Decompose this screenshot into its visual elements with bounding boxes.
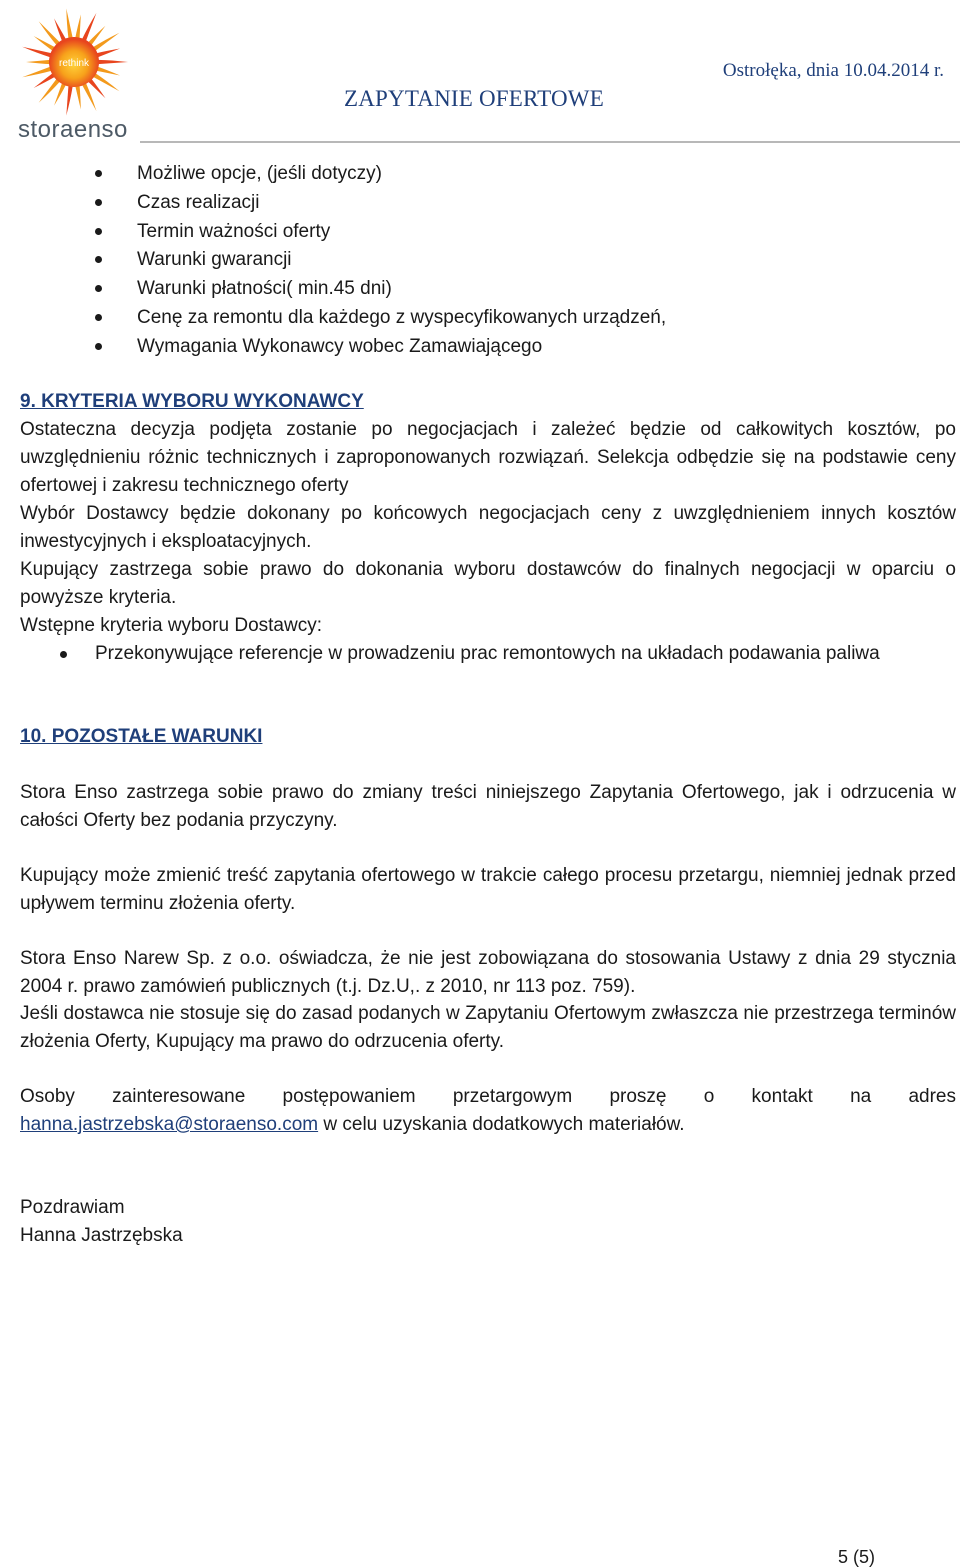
- document-title: ZAPYTANIE OFERTOWE: [344, 86, 604, 111]
- page-number: 5 (5): [838, 1547, 876, 1567]
- section-9-paragraph: Ostateczna decyzja podjęta zostanie po negocjacjach i zależeć będzie od całkowitych kosztów, po uwzględnieniu różnic technicznych i zaproponowanych rozwiązań. Selekcja odbędzie się na podstawie ceny ofertowej i zakresu technicznego oferty: [20, 419, 956, 496]
- document-date: Ostrołęka, dnia 10.04.2014 r.: [722, 60, 944, 81]
- bullet-icon: [95, 285, 102, 292]
- section-9-paragraph: Kupujący zastrzega sobie prawo do dokonania wyboru dostawców do finalnych negocjacji w oparciu o powyższe kryteria.: [20, 559, 956, 608]
- section-10-paragraph: Stora Enso Narew Sp. z o.o. oświadcza, że nie jest zobowiązana do stosowania Ustawy z dnia 29 stycznia 2004 r. prawo zamówień publicznych (t.j. Dz.U,. z 2010, nr 113 poz. 759).: [20, 948, 956, 997]
- greeting: Pozdrawiam: [20, 1197, 125, 1218]
- contact-email-link[interactable]: hanna.jastrzebska@storaenso.com: [20, 1114, 319, 1135]
- sun-ray: [66, 85, 72, 115]
- bullet-icon: [60, 651, 67, 658]
- sun-ray: [54, 18, 66, 41]
- bullet-icon: [95, 170, 102, 177]
- section-10-paragraph: Jeśli dostawca nie stosuje się do zasad podanych w Zapytaniu Ofertowym zwłaszcza nie przestrzega terminów złożenia Oferty, Kupujący ma prawo do odrzucenia oferty.: [20, 1003, 956, 1052]
- stora-enso-logo: [14, 6, 132, 143]
- section-10-heading: 10. POZOSTAŁE WARUNKI: [20, 726, 263, 747]
- sun-ray: [22, 47, 51, 58]
- section-9-heading: 9. KRYTERIA WYBORU WYKONAWCY: [20, 391, 364, 412]
- list-item: Termin ważności oferty: [137, 221, 331, 242]
- list-item: Cenę za remontu dla każdego z wyspecyfikowanych urządzeń,: [137, 307, 667, 328]
- sun-ray: [98, 60, 128, 64]
- sun-ray: [22, 67, 51, 78]
- list-item: Możliwe opcje, (jeśli dotyczy): [137, 163, 382, 184]
- contact-intro: Osoby zainteresowane postępowaniem przetargowym proszę o kontakt na adres: [20, 1086, 956, 1107]
- sun-ray: [66, 9, 72, 39]
- bullet-icon: [95, 314, 102, 321]
- bullet-icon: [95, 256, 102, 263]
- bullet-icon: [95, 199, 102, 206]
- svg-text:rethink: rethink: [58, 58, 90, 69]
- list-item: Czas realizacji: [137, 192, 260, 213]
- bullet-icon: [95, 343, 102, 350]
- list-item: Wymagania Wykonawcy wobec Zamawiającego: [137, 336, 543, 357]
- sun-ray: [96, 48, 120, 57]
- section-10-paragraph: Stora Enso zastrzega sobie prawo do zmiany treści niniejszego Zapytania Ofertowego, jak i odrzucenia w całości Oferty bez podania przyczyny.: [20, 782, 956, 831]
- logo-wordmark: storaenso: [18, 116, 128, 143]
- contact-line: [20, 1111, 956, 1139]
- sun-ray: [26, 60, 50, 64]
- section-9-paragraph: Wybór Dostawcy będzie dokonany po końcowych negocjacjach ceny z uwzględnieniem innych kosztów inwestycyjnych i eksploatacyjnych.: [20, 503, 956, 552]
- sun-ray: [75, 14, 81, 38]
- sun-ray: [96, 67, 120, 76]
- list-item: Warunki płatności( min.45 dni): [137, 278, 392, 299]
- section-10-paragraph: Kupujący może zmienić treść zapytania ofertowego w trakcie całego procesu przetargu, niemniej jednak przed upływem terminu złożenia oferty.: [20, 865, 956, 914]
- document-header: [0, 0, 960, 145]
- list-item: Warunki gwarancji: [137, 249, 292, 270]
- sun-ray: [75, 85, 81, 109]
- sun-ray: [54, 83, 66, 106]
- contact-outro: w celu uzyskania dodatkowych materiałów.: [318, 1114, 685, 1135]
- criteria-item: Przekonywujące referencje w prowadzeniu prac remontowych na układach podawania paliwa: [95, 643, 880, 664]
- bullet-icon: [95, 228, 102, 235]
- section-9-paragraph: Wstępne kryteria wyboru Dostawcy:: [20, 615, 322, 636]
- sun-logo-icon: [18, 6, 130, 116]
- header-divider: [140, 141, 960, 143]
- signature-name: Hanna Jastrzębska: [20, 1225, 183, 1246]
